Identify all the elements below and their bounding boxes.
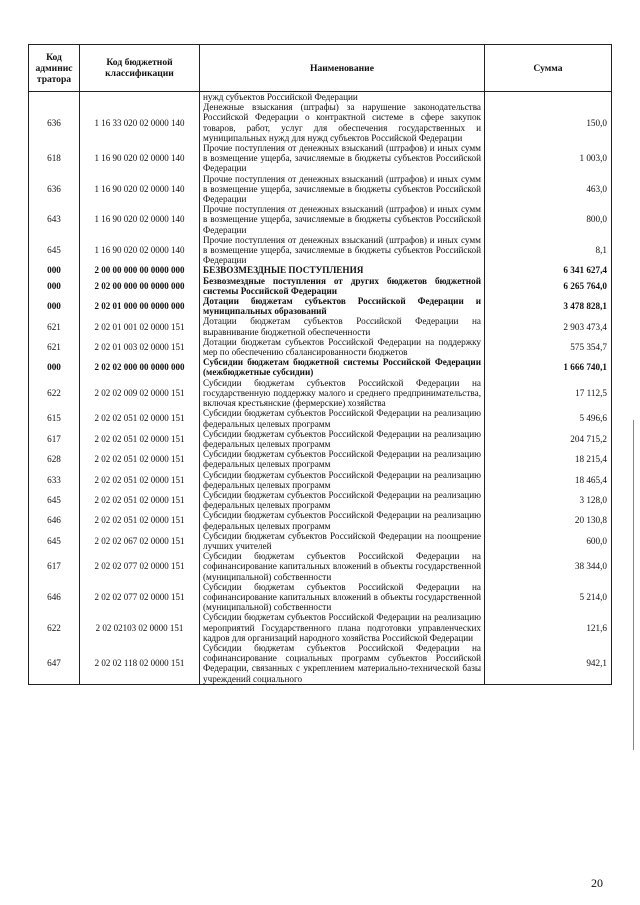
name-cell: Субсидии бюджетам субъектов Российской Федерации на государственную поддержку малого и среднего предпринимательства, включая крестьянские (фермерские) хозяйства <box>200 378 485 409</box>
admin-code-cell: 622 <box>29 378 80 409</box>
name-cell: Прочие поступления от денежных взысканий (штрафов) и иных сумм в возмещение ущерба, зачисляемые в бюджеты субъектов Российской Федерации <box>200 174 485 205</box>
name-cell: Субсидии бюджетам субъектов Российской Федерации на реализацию федеральных целевых программ <box>200 408 485 428</box>
sum-cell: 17 112,5 <box>485 378 612 409</box>
admin-code-cell: 636 <box>29 102 80 143</box>
sum-cell: 575 354,7 <box>485 337 612 357</box>
sum-cell: 18 215,4 <box>485 449 612 469</box>
admin-code-cell <box>29 92 80 103</box>
sum-cell: 204 715,2 <box>485 429 612 449</box>
table-row <box>29 235 612 266</box>
budget-code-cell: 2 02 02 009 02 0000 151 <box>80 378 200 409</box>
budget-code-cell <box>80 92 200 103</box>
budget-code-cell: 1 16 90 020 02 0000 140 <box>80 143 200 174</box>
table-row <box>29 316 612 336</box>
table-row <box>29 102 612 143</box>
admin-code-cell: 000 <box>29 265 80 275</box>
header-sum: Сумма <box>485 45 612 92</box>
sum-cell: 6 265 764,0 <box>485 276 612 296</box>
budget-code-cell: 2 02 00 000 00 0000 000 <box>80 276 200 296</box>
admin-code-cell: 622 <box>29 612 80 643</box>
admin-code-cell: 646 <box>29 582 80 613</box>
budget-code-cell: 2 02 02 051 02 0000 151 <box>80 449 200 469</box>
name-cell: Дотации бюджетам субъектов Российской Федерации и муниципальных образований <box>200 296 485 316</box>
budget-code-cell: 1 16 33 020 02 0000 140 <box>80 102 200 143</box>
name-cell: нужд субъектов Российской Федерации <box>200 92 485 103</box>
budget-code-cell: 2 00 00 000 00 0000 000 <box>80 265 200 275</box>
budget-code-cell: 2 02 02 051 02 0000 151 <box>80 408 200 428</box>
admin-code-cell: 000 <box>29 357 80 377</box>
name-cell: Субсидии бюджетам субъектов Российской Федерации на реализацию федеральных целевых программ <box>200 449 485 469</box>
admin-code-cell: 617 <box>29 551 80 582</box>
name-cell: Прочие поступления от денежных взысканий (штрафов) и иных сумм в возмещение ущерба, зачисляемые в бюджеты субъектов Российской Федерации <box>200 143 485 174</box>
header-admin-code: Код админис тратора <box>29 45 80 92</box>
budget-code-cell: 2 02 02 051 02 0000 151 <box>80 470 200 490</box>
admin-code-cell: 621 <box>29 316 80 336</box>
name-cell: Денежные взыскания (штрафы) за нарушение законодательства Российской Федерации о контрактной системе в сфере закупок товаров, работ, услуг для обеспечения государственных и муниципальных нужд для нужд субъектов Российской Федерации <box>200 102 485 143</box>
table-row <box>29 551 612 582</box>
budget-code-cell: 2 02 02 118 02 0000 151 <box>80 643 200 684</box>
admin-code-cell: 645 <box>29 490 80 510</box>
sum-cell: 6 341 627,4 <box>485 265 612 275</box>
sum-cell: 38 344,0 <box>485 551 612 582</box>
admin-code-cell: 636 <box>29 174 80 205</box>
sum-cell: 463,0 <box>485 174 612 205</box>
table-row <box>29 204 612 235</box>
revenue-table <box>28 44 612 685</box>
sum-cell: 3 128,0 <box>485 490 612 510</box>
table-row <box>29 612 612 643</box>
name-cell: Дотации бюджетам субъектов Российской Федерации на поддержку мер по обеспечению сбалансированности бюджетов <box>200 337 485 357</box>
sum-cell: 2 903 473,4 <box>485 316 612 336</box>
admin-code-cell: 621 <box>29 337 80 357</box>
admin-code-cell: 628 <box>29 449 80 469</box>
sum-cell: 1 666 740,1 <box>485 357 612 377</box>
table-row <box>29 265 612 275</box>
admin-code-cell: 633 <box>29 470 80 490</box>
budget-code-cell: 1 16 90 020 02 0000 140 <box>80 235 200 266</box>
admin-code-cell: 647 <box>29 643 80 684</box>
budget-code-cell: 2 02 02 051 02 0000 151 <box>80 490 200 510</box>
sum-cell <box>485 92 612 103</box>
sum-cell: 942,1 <box>485 643 612 684</box>
revenue-table-sheet <box>28 44 611 685</box>
table-row <box>29 296 612 316</box>
sum-cell: 3 478 828,1 <box>485 296 612 316</box>
table-row <box>29 531 612 551</box>
budget-code-cell: 2 02 02 000 00 0000 000 <box>80 357 200 377</box>
table-row <box>29 429 612 449</box>
table-row <box>29 470 612 490</box>
admin-code-cell: 617 <box>29 429 80 449</box>
name-cell: Безвозмездные поступления от других бюджетов бюджетной системы Российской Федерации <box>200 276 485 296</box>
table-row <box>29 510 612 530</box>
name-cell: Субсидии бюджетам субъектов Российской Федерации на реализацию мероприятий Государственного плана подготовки управленческих кадров для организаций народного хозяйства Российской Федерации <box>200 612 485 643</box>
name-cell: Дотации бюджетам субъектов Российской Федерации на выравнивание бюджетной обеспеченности <box>200 316 485 336</box>
name-cell: Прочие поступления от денежных взысканий (штрафов) и иных сумм в возмещение ущерба, зачисляемые в бюджеты субъектов Российской Федерации <box>200 235 485 266</box>
sum-cell: 8,1 <box>485 235 612 266</box>
name-cell: Субсидии бюджетам субъектов Российской Федерации на софинансирование социальных программ субъектов Российской Федерации, связанных с укреплением материально-технической базы учреждений социального <box>200 643 485 684</box>
sum-cell: 18 465,4 <box>485 470 612 490</box>
sum-cell: 150,0 <box>485 102 612 143</box>
page-number: 20 <box>591 876 603 890</box>
admin-code-cell: 645 <box>29 235 80 266</box>
sum-cell: 121,6 <box>485 612 612 643</box>
admin-code-cell: 000 <box>29 296 80 316</box>
name-cell: БЕЗВОЗМЕЗДНЫЕ ПОСТУПЛЕНИЯ <box>200 265 485 275</box>
name-cell: Субсидии бюджетам субъектов Российской Федерации на реализацию федеральных целевых программ <box>200 510 485 530</box>
budget-code-cell: 2 02 02 077 02 0000 151 <box>80 582 200 613</box>
budget-code-cell: 2 02 02 051 02 0000 151 <box>80 510 200 530</box>
table-row <box>29 276 612 296</box>
table-row <box>29 92 612 103</box>
name-cell: Субсидии бюджетам субъектов Российской Федерации на реализацию федеральных целевых программ <box>200 470 485 490</box>
name-cell: Субсидии бюджетам бюджетной системы Российской Федерации (межбюджетные субсидии) <box>200 357 485 377</box>
budget-code-cell: 2 02 02 077 02 0000 151 <box>80 551 200 582</box>
name-cell: Субсидии бюджетам субъектов Российской Федерации на софинансирование капитальных вложений в объекты государственной (муниципальной) собственности <box>200 582 485 613</box>
name-cell: Субсидии бюджетам субъектов Российской Федерации на софинансирование капитальных вложений в объекты государственной (муниципальной) собственности <box>200 551 485 582</box>
scan-edge-line <box>633 420 634 750</box>
name-cell: Субсидии бюджетам субъектов Российской Федерации на поощрение лучших учителей <box>200 531 485 551</box>
table-row <box>29 174 612 205</box>
budget-code-cell: 1 16 90 020 02 0000 140 <box>80 174 200 205</box>
sum-cell: 5 496,6 <box>485 408 612 428</box>
sum-cell: 20 130,8 <box>485 510 612 530</box>
name-cell: Прочие поступления от денежных взысканий (штрафов) и иных сумм в возмещение ущерба, зачисляемые в бюджеты субъектов Российской Федерации <box>200 204 485 235</box>
header-name: Наименование <box>200 45 485 92</box>
budget-code-cell: 2 02 01 001 02 0000 151 <box>80 316 200 336</box>
table-row <box>29 378 612 409</box>
admin-code-cell: 615 <box>29 408 80 428</box>
budget-code-cell: 2 02 01 003 02 0000 151 <box>80 337 200 357</box>
table-row <box>29 143 612 174</box>
table-row <box>29 582 612 613</box>
budget-code-cell: 2 02 01 000 00 0000 000 <box>80 296 200 316</box>
table-row <box>29 449 612 469</box>
table-body <box>29 92 612 685</box>
sum-cell: 800,0 <box>485 204 612 235</box>
table-row <box>29 643 612 684</box>
sum-cell: 1 003,0 <box>485 143 612 174</box>
admin-code-cell: 645 <box>29 531 80 551</box>
table-row <box>29 408 612 428</box>
table-row <box>29 357 612 377</box>
sum-cell: 5 214,0 <box>485 582 612 613</box>
budget-code-cell: 2 02 02 051 02 0000 151 <box>80 429 200 449</box>
sum-cell: 600,0 <box>485 531 612 551</box>
header-budget-code: Код бюджетной классификации <box>80 45 200 92</box>
admin-code-cell: 643 <box>29 204 80 235</box>
name-cell: Субсидии бюджетам субъектов Российской Федерации на реализацию федеральных целевых программ <box>200 429 485 449</box>
admin-code-cell: 646 <box>29 510 80 530</box>
table-row <box>29 490 612 510</box>
table-row <box>29 337 612 357</box>
admin-code-cell: 618 <box>29 143 80 174</box>
table-header <box>29 45 612 92</box>
budget-code-cell: 1 16 90 020 02 0000 140 <box>80 204 200 235</box>
name-cell: Субсидии бюджетам субъектов Российской Федерации на реализацию федеральных целевых программ <box>200 490 485 510</box>
admin-code-cell: 000 <box>29 276 80 296</box>
budget-code-cell: 2 02 02 067 02 0000 151 <box>80 531 200 551</box>
budget-code-cell: 2 02 02103 02 0000 151 <box>80 612 200 643</box>
